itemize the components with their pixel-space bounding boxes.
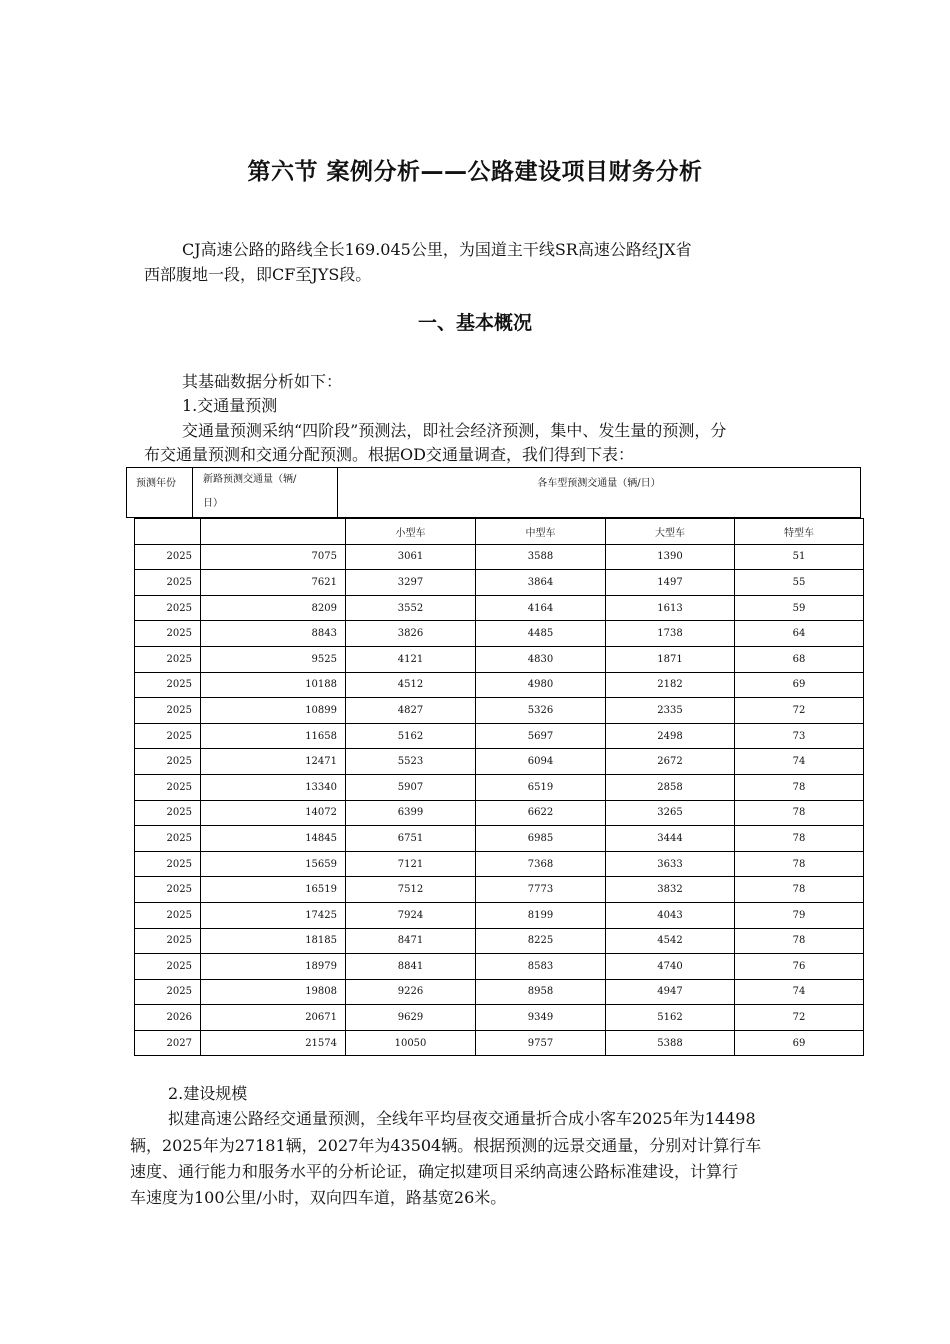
cell-total: 14845 bbox=[201, 826, 346, 852]
cell-small: 8841 bbox=[346, 954, 476, 980]
cell-year: 2025 bbox=[135, 928, 201, 954]
cell-year: 2025 bbox=[135, 954, 201, 980]
table-row bbox=[135, 851, 864, 877]
table-row bbox=[135, 826, 864, 852]
cell-medium: 5326 bbox=[476, 698, 606, 724]
cell-small: 8471 bbox=[346, 928, 476, 954]
cell-total: 10188 bbox=[201, 672, 346, 698]
cell-medium: 8583 bbox=[476, 954, 606, 980]
cell-year: 2025 bbox=[135, 749, 201, 775]
cell-large: 2335 bbox=[606, 698, 735, 724]
cell-year: 2025 bbox=[135, 979, 201, 1005]
cell-total: 14072 bbox=[201, 800, 346, 826]
cell-special: 78 bbox=[735, 826, 864, 852]
basic-data-line: 其基础数据分析如下： bbox=[182, 372, 343, 391]
cell-medium: 4485 bbox=[476, 621, 606, 647]
cell-year: 2025 bbox=[135, 877, 201, 903]
cell-special: 74 bbox=[735, 979, 864, 1005]
cell-medium: 5697 bbox=[476, 723, 606, 749]
cell-special: 73 bbox=[735, 723, 864, 749]
cell-large: 1497 bbox=[606, 570, 735, 596]
cell-total: 9525 bbox=[201, 646, 346, 672]
item2-line-1: 拟建高速公路经交通量预测，全线年平均昼夜交通量折合成小客车2025年为14498 bbox=[168, 1109, 756, 1128]
header-year: 预测年份 bbox=[127, 468, 193, 517]
cell-special: 79 bbox=[735, 902, 864, 928]
intro-line-1: CJ高速公路的路线全长169.045公里，为国道主干线SR高速公路经JX省 bbox=[182, 240, 692, 259]
cell-medium: 4164 bbox=[476, 595, 606, 621]
cell-small: 6399 bbox=[346, 800, 476, 826]
cell-total: 13340 bbox=[201, 774, 346, 800]
cell-large: 5388 bbox=[606, 1030, 735, 1056]
item2-line-4: 车速度为100公里/小时，双向四车道，路基宽26米。 bbox=[130, 1188, 507, 1207]
header-by-type: 各车型预测交通量（辆/日） bbox=[537, 478, 661, 489]
cell-medium: 7368 bbox=[476, 851, 606, 877]
cell-large: 2182 bbox=[606, 672, 735, 698]
cell-special: 64 bbox=[735, 621, 864, 647]
cell-small: 6751 bbox=[346, 826, 476, 852]
table-row bbox=[135, 1030, 864, 1056]
cell-large: 4947 bbox=[606, 979, 735, 1005]
cell-small: 7121 bbox=[346, 851, 476, 877]
cell-total: 8843 bbox=[201, 621, 346, 647]
cell-small: 5162 bbox=[346, 723, 476, 749]
table-row bbox=[135, 646, 864, 672]
cell-medium: 9757 bbox=[476, 1030, 606, 1056]
cell-total: 18185 bbox=[201, 928, 346, 954]
cell-small: 3297 bbox=[346, 570, 476, 596]
cell-total: 7075 bbox=[201, 544, 346, 570]
cell-year: 2025 bbox=[135, 723, 201, 749]
cell-large: 1871 bbox=[606, 646, 735, 672]
cell-special: 74 bbox=[735, 749, 864, 775]
cell-year: 2026 bbox=[135, 1005, 201, 1031]
cell-special: 59 bbox=[735, 595, 864, 621]
table-header-box bbox=[126, 467, 861, 518]
cell-year: 2025 bbox=[135, 800, 201, 826]
header-total-b: 日） bbox=[203, 498, 223, 509]
table-row bbox=[135, 595, 864, 621]
cell-large: 4740 bbox=[606, 954, 735, 980]
cell-year: 2025 bbox=[135, 672, 201, 698]
table-row bbox=[135, 902, 864, 928]
cell-total: 20671 bbox=[201, 1005, 346, 1031]
cell-year: 2025 bbox=[135, 826, 201, 852]
cell-special: 72 bbox=[735, 698, 864, 724]
cell-medium: 3864 bbox=[476, 570, 606, 596]
header-total-a: 新路预测交通量（辆/ bbox=[203, 474, 297, 485]
table-row bbox=[135, 928, 864, 954]
table-row bbox=[135, 570, 864, 596]
cell-total: 21574 bbox=[201, 1030, 346, 1056]
cell-total: 18979 bbox=[201, 954, 346, 980]
cell-medium: 6519 bbox=[476, 774, 606, 800]
cell-large: 4043 bbox=[606, 902, 735, 928]
cell-large: 1390 bbox=[606, 544, 735, 570]
cell-special: 78 bbox=[735, 851, 864, 877]
cell-year: 2027 bbox=[135, 1030, 201, 1056]
table-row bbox=[135, 1005, 864, 1031]
table-subheader-row bbox=[135, 519, 864, 545]
cell-special: 72 bbox=[735, 1005, 864, 1031]
cell-medium: 7773 bbox=[476, 877, 606, 903]
cell-medium: 8199 bbox=[476, 902, 606, 928]
cell-total: 16519 bbox=[201, 877, 346, 903]
cell-large: 1738 bbox=[606, 621, 735, 647]
item1-heading: 1.交通量预测 bbox=[182, 396, 278, 415]
cell-large: 5162 bbox=[606, 1005, 735, 1031]
cell-small: 5907 bbox=[346, 774, 476, 800]
item2-heading: 2.建设规模 bbox=[168, 1084, 248, 1103]
table-row bbox=[135, 749, 864, 775]
traffic-forecast-table bbox=[134, 518, 864, 1056]
item1-line-1: 交通量预测采纳“四阶段”预测法，即社会经济预测，集中、发生量的预测，分 bbox=[182, 421, 727, 440]
table-row bbox=[135, 800, 864, 826]
cell-small: 9629 bbox=[346, 1005, 476, 1031]
cell-large: 3444 bbox=[606, 826, 735, 852]
page-title: 第六节 案例分析——公路建设项目财务分析 bbox=[247, 159, 703, 185]
cell-total: 19808 bbox=[201, 979, 346, 1005]
cell-large: 3265 bbox=[606, 800, 735, 826]
cell-large: 3633 bbox=[606, 851, 735, 877]
table-row bbox=[135, 877, 864, 903]
cell-small: 10050 bbox=[346, 1030, 476, 1056]
cell-large: 4542 bbox=[606, 928, 735, 954]
cell-special: 51 bbox=[735, 544, 864, 570]
header-total bbox=[193, 468, 338, 517]
cell-total: 17425 bbox=[201, 902, 346, 928]
cell-medium: 4830 bbox=[476, 646, 606, 672]
cell-small: 3061 bbox=[346, 544, 476, 570]
cell-year: 2025 bbox=[135, 544, 201, 570]
cell-year: 2025 bbox=[135, 621, 201, 647]
table-row bbox=[135, 723, 864, 749]
cell-total: 10899 bbox=[201, 698, 346, 724]
cell-total: 11658 bbox=[201, 723, 346, 749]
cell-medium: 8225 bbox=[476, 928, 606, 954]
item1-line-2: 布交通量预测和交通分配预测。根据OD交通量调查，我们得到下表： bbox=[144, 445, 634, 464]
cell-year: 2025 bbox=[135, 595, 201, 621]
cell-total: 8209 bbox=[201, 595, 346, 621]
cell-small: 4512 bbox=[346, 672, 476, 698]
cell-year: 2025 bbox=[135, 646, 201, 672]
subheader-empty-year bbox=[135, 519, 201, 545]
table-row bbox=[135, 621, 864, 647]
cell-special: 55 bbox=[735, 570, 864, 596]
cell-total: 12471 bbox=[201, 749, 346, 775]
subheader-special: 特型车 bbox=[735, 519, 864, 545]
subheader-large: 大型车 bbox=[606, 519, 735, 545]
cell-year: 2025 bbox=[135, 570, 201, 596]
cell-medium: 3588 bbox=[476, 544, 606, 570]
table-row bbox=[135, 544, 864, 570]
table-row bbox=[135, 774, 864, 800]
cell-large: 2672 bbox=[606, 749, 735, 775]
cell-small: 5523 bbox=[346, 749, 476, 775]
cell-small: 7924 bbox=[346, 902, 476, 928]
cell-special: 69 bbox=[735, 672, 864, 698]
subheader-empty-total bbox=[201, 519, 346, 545]
intro-line-2: 西部腹地一段，即CF至JYS段。 bbox=[144, 265, 372, 284]
cell-special: 78 bbox=[735, 774, 864, 800]
cell-special: 78 bbox=[735, 800, 864, 826]
cell-small: 3826 bbox=[346, 621, 476, 647]
item2-line-3: 速度、通行能力和服务水平的分析论证，确定拟建项目采纳高速公路标准建设，计算行 bbox=[130, 1162, 739, 1181]
item2-line-2: 辆，2025年为27181辆，2027年为43504辆。根据预测的远景交通量，分别对计算行车 bbox=[130, 1136, 762, 1155]
cell-medium: 4980 bbox=[476, 672, 606, 698]
cell-medium: 8958 bbox=[476, 979, 606, 1005]
subheader-small: 小型车 bbox=[346, 519, 476, 545]
section-heading-basic: 一、基本概况 bbox=[417, 312, 532, 334]
cell-small: 4827 bbox=[346, 698, 476, 724]
cell-year: 2025 bbox=[135, 698, 201, 724]
cell-medium: 6094 bbox=[476, 749, 606, 775]
cell-small: 3552 bbox=[346, 595, 476, 621]
cell-large: 1613 bbox=[606, 595, 735, 621]
cell-year: 2025 bbox=[135, 902, 201, 928]
cell-large: 3832 bbox=[606, 877, 735, 903]
cell-special: 69 bbox=[735, 1030, 864, 1056]
cell-large: 2498 bbox=[606, 723, 735, 749]
cell-year: 2025 bbox=[135, 774, 201, 800]
subheader-medium: 中型车 bbox=[476, 519, 606, 545]
cell-large: 2858 bbox=[606, 774, 735, 800]
cell-year: 2025 bbox=[135, 851, 201, 877]
cell-medium: 6985 bbox=[476, 826, 606, 852]
cell-special: 68 bbox=[735, 646, 864, 672]
cell-special: 78 bbox=[735, 928, 864, 954]
cell-total: 7621 bbox=[201, 570, 346, 596]
cell-small: 7512 bbox=[346, 877, 476, 903]
table-row bbox=[135, 672, 864, 698]
cell-small: 4121 bbox=[346, 646, 476, 672]
cell-special: 76 bbox=[735, 954, 864, 980]
table-row bbox=[135, 954, 864, 980]
cell-small: 9226 bbox=[346, 979, 476, 1005]
table-row bbox=[135, 698, 864, 724]
cell-medium: 9349 bbox=[476, 1005, 606, 1031]
cell-special: 78 bbox=[735, 877, 864, 903]
cell-medium: 6622 bbox=[476, 800, 606, 826]
cell-total: 15659 bbox=[201, 851, 346, 877]
table-row bbox=[135, 979, 864, 1005]
